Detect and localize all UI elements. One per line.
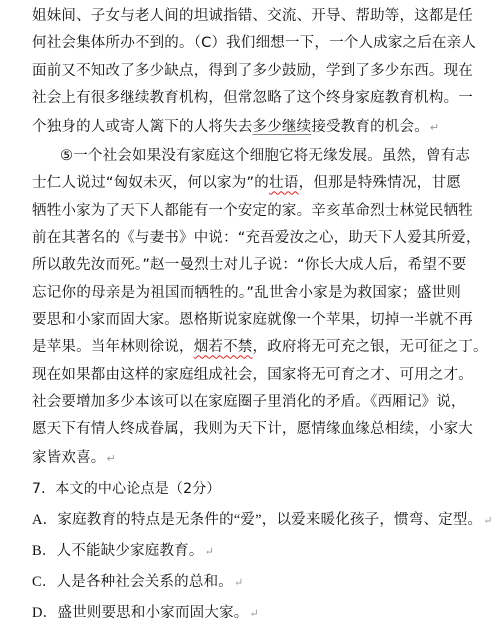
text-line: 要思和小家而固大家。恩格斯说家庭就像一个苹果，切掉一半就不再 bbox=[32, 311, 473, 328]
text-line: 牺牲小家为了天下人都能有一个安定的家。辛亥革命烈士林觉民牺牲 bbox=[32, 202, 473, 219]
text-line: 姐妹间、子女与老人间的坦诚指错、交流、开导、帮助等，这都是任 bbox=[32, 8, 473, 24]
text-line: ⑤一个社会如果没有家庭这个细胞它将无缘发展。虽然，曾有志 bbox=[60, 148, 471, 165]
text-line: 面前又不知改了多少缺点，得到了多少鼓励，学到了多少东西。现在 bbox=[32, 62, 473, 79]
text-line: 前在其著名的《与妻书》中说：“充吾爱汝之心，助天下人爱其所爱， bbox=[32, 230, 481, 247]
text-line: 忘记你的母亲是为祖国而牺牲的。”乱世舍小家是为救国家；盛世则 bbox=[32, 284, 461, 301]
paragraph-mark-icon: ↵ bbox=[249, 608, 259, 621]
text-line: 社会要增加多少本该可以在家庭圈子里消化的矛盾。《西厢记》说， bbox=[32, 393, 466, 410]
text-line: 何社会集体所办不到的。（C）我们细想一下，一个人成家之后在亲人 bbox=[32, 35, 477, 52]
text-line: 个独身的人或寄人篱下的人将失去多少继续接受教育的机会。↵ bbox=[32, 119, 440, 136]
text-line: 是苹果。当年林则徐说，烟若不禁，政府将无可充之银，无可征之丁。 bbox=[32, 339, 488, 356]
option-d: D．盛世则要思和小家而固大家。↵ bbox=[32, 605, 259, 622]
spellcheck-underlined-word: 壮语 bbox=[269, 175, 299, 192]
text-line: 所以敢先汝而死。”赵一曼烈士对儿子说：“你长大成人后，希望不要 bbox=[32, 257, 467, 274]
paragraph-mark-icon: ↵ bbox=[204, 546, 214, 559]
text-line: 现在如果都由这样的家庭组成社会，国家将无可育之才、可用之才。 bbox=[32, 366, 473, 383]
paragraph-mark-icon: ↵ bbox=[106, 452, 116, 466]
text-line: 社会上有很多继续教育机构，但常忽略了这个终身家庭教育机构。一 bbox=[32, 89, 473, 106]
option-c: C．人是各种社会关系的总和。↵ bbox=[32, 574, 244, 591]
text-line: 愿天下有情人终成眷属，我则为天下计，愿情缘血缘总相续，小家大 bbox=[32, 421, 473, 438]
option-b: B．人不能缺少家庭教育。↵ bbox=[32, 543, 214, 560]
text-line: 家皆欢喜。↵ bbox=[32, 450, 116, 467]
paragraph-mark-icon: ↵ bbox=[233, 577, 244, 590]
underlined-phrase: 多少继续 bbox=[252, 119, 312, 136]
paragraph-mark-icon: ↵ bbox=[429, 121, 440, 135]
paragraph-mark-icon: ↵ bbox=[483, 515, 493, 528]
option-a: A．家庭教育的特点是无条件的“爱”，以爱来暖化孩子，惯弯、定型。↵ bbox=[32, 512, 493, 529]
text-line: 士仁人说过“匈奴未灭，何以家为”的壮语，但那是特殊情况，甘愿 bbox=[32, 175, 461, 192]
spellcheck-underlined-word: 烟若不禁 bbox=[193, 339, 253, 356]
question-title: 7．本文的中心论点是（2分） bbox=[32, 481, 221, 498]
